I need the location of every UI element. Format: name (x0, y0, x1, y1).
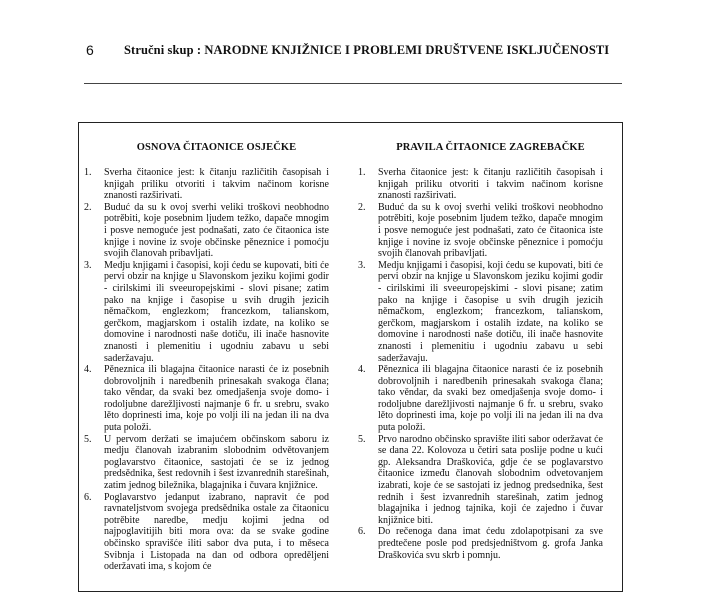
item-number: 2. (84, 201, 92, 213)
item-number: 5. (84, 433, 92, 445)
item-text: Do rečenoga dana imat ćedu zdolapotpisani za sve predtečene posle pod predsjedništvom g. grofa Janka Draškovića svu skrb i pomnju. (378, 526, 603, 561)
item-text: Medju knjigami i časopisi, koji ćedu se kupovati, biti će pervi obzir na knjige u Slavonskom jeziku kojimi godir - cirilskimi ili sveeuropejskimi - slovi pisane; zatim pako na knjige i časopise u svih drugih jezicih němačkom, englezkom; francezkom, talianskom, gerčkom, magjarskom i ostalih izdate, na koliko se domovine i narodnosti naše dotiču, ili inače hasnovite znanosti i plemenitiu i ugodniu zabavu u sebi saderžavaju. (104, 259, 329, 364)
list-item (358, 434, 603, 527)
item-text: Pěneznica ili blagajna čitaonice narasti će iz posebnih dobrovoljnih i naredbenih prinesakah svakoga člana; tako věndar, da svaki bez omedjašenja svoje domo- i rodoljubne darežljivosti najmanje 6 fr. u srebru, svako lěto doprinesti ima, koje po volji ili na jedan ili na dva puta položi. (378, 364, 603, 434)
item-text: Medju knjigami i časopisi, koji ćedu se kupovati, biti će pervi obzir na knjige u Slavonskom jeziku kojimi godir - cirilskimi ili sveeuropejskimi - slovi pisane; zatim pako na knjige i časopise u svih drugih jezicih němačkom, englezkom; francezkom, talianskom, gerčkom, magjarskom i ostalih izdate, na koliko se domovine i narodnosti naše dotiču, ili inače hasnovite znanosti i plemenitiu i ugodniu zabavu u sebi saderžavaju. (378, 259, 603, 364)
item-text: U pervom deržati se imajućem občinskom saboru iz medju članovah izabranim slobodnim odvětovanjem poglavarstvo čitaonice, sastojati će se iz jednog predsědnika, šest redovnih i šest izvanrednih starešinah, zatim jednog biležnika, blagajnika i čuvara knjižnice. (104, 433, 329, 492)
list-item (358, 167, 603, 202)
item-number: 3. (358, 259, 366, 271)
list-item (84, 260, 329, 364)
item-number: 6. (84, 491, 92, 503)
list-item (84, 434, 329, 492)
item-number: 1. (84, 167, 92, 178)
list-item (84, 202, 329, 260)
left-column-list (84, 167, 329, 573)
list-item (84, 364, 329, 434)
list-item (358, 202, 603, 260)
item-text: Buduć da su k ovoj sverhi veliki troškovi neobhodno potrěbiti, koje posebnim ljudem težko, dapače mnogim i posve nemoguće jest podnašati, zato će čitaonica iste knjige i novine iz svoje občinske pěneznice i pomoćju svojih članovah pribavljati. (378, 201, 603, 260)
item-number: 6. (358, 526, 366, 538)
item-number: 1. (358, 167, 366, 178)
left-column (84, 142, 329, 573)
item-number: 4. (358, 364, 366, 376)
list-item (358, 260, 603, 364)
right-column-list (358, 167, 603, 561)
list-item (84, 167, 329, 202)
item-number: 5. (358, 433, 366, 445)
item-text: Sverha čitaonice jest: k čitanju različitih časopisah i knjigah priliku otvoriti i takvim načinom korisne znanosti razširivati. (104, 167, 329, 202)
right-column (358, 142, 603, 561)
right-column-title: PRAVILA ČITAONICE ZAGREBAČKE (396, 142, 585, 153)
item-text: Pěneznica ili blagajna čitaonice narasti će iz posebnih dobrovoljnih i naredbenih prinesakah svakoga člana; tako věndar, da svaki bez omedjašenja svoje domo- i rodoljubne darežljivosti najmanje 6 fr. u srebru, svako lěto doprinesti ima, koje po volji ili na jedan ili na dva puta položi. (104, 364, 329, 434)
list-item (358, 364, 603, 434)
item-text: Buduć da su k ovoj sverhi veliki troškovi neobhodno potrěbiti, koje posebnim ljudem težko, dapače mnogim i posve nemoguće jest podnašati, zato će čitaonica iste knjige i novine iz svoje občinske pěneznice i pomoćju svojih članovah pribavljati. (104, 201, 329, 260)
list-item (84, 492, 329, 573)
item-number: 4. (84, 364, 92, 376)
item-text: Prvo narodno občinsko spravište iliti sabor oderžavat će se dana 22. Kolovoza u četiri sata poslije podne u kući gp. Aleksandra Draškovića, gdje će se poglavarstvo čitaonice između članovah slobodnim odvetovanjem izabrati, koje će se sastojati iz jednog predsednika, šest rednih i šest izvanrednih starešinah, zatim jednog blagajnika i jednog tajnika, koji će zajedno i čuvar knjižnice biti. (378, 433, 603, 526)
item-text: Poglavarstvo jedanput izabrano, napravit će pod ravnateljstvom svojega predsědnika ostale za čitaonicu potrěbite naredbe, medju kojimi jedna od najpoglavitijih biti mora ova: da se svake godine občinsko spravišće iliti sabor dva puta, i to měseca Svibnja i Listopada na dan od odbora opreděljeni oderžavati ima, s kojom će (104, 491, 329, 573)
running-header: Stručni skup : NARODNE KNJIŽNICE I PROBLEMI DRUŠTVENE ISKLJUČENOSTI (124, 43, 610, 57)
list-item (358, 526, 603, 561)
item-number: 2. (358, 201, 366, 213)
item-text: Sverha čitaonice jest: k čitanju različitih časopisah i knjigah priliku otvoriti i takvim načinom korisne znanosti razširivati. (378, 167, 603, 202)
header-rule (84, 83, 622, 84)
page-number: 6 (86, 42, 94, 58)
left-column-title: OSNOVA ČITAONICE OSJEČKE (136, 142, 297, 153)
item-number: 3. (84, 259, 92, 271)
